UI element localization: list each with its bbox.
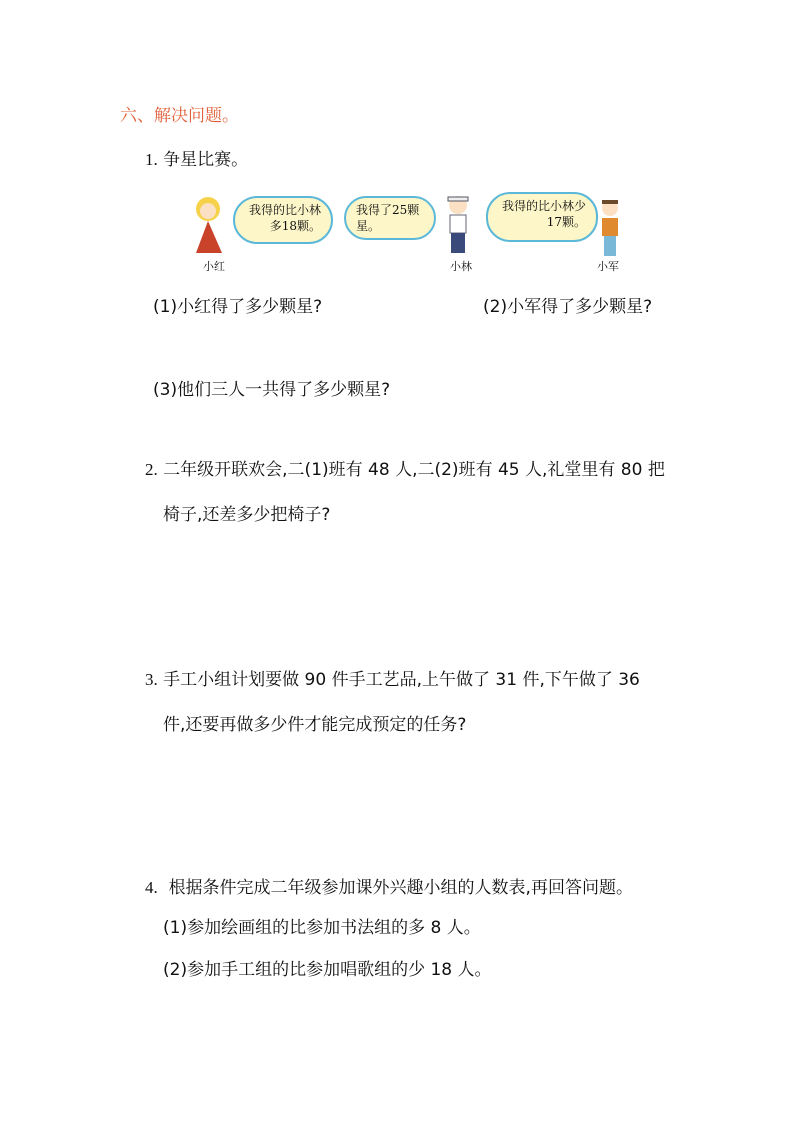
question-1-sub-2: (2)小军得了多少颗星? bbox=[483, 297, 653, 317]
question-title: 争星比赛。 bbox=[163, 150, 249, 170]
question-number: 3. bbox=[145, 670, 158, 689]
question-number: 4. bbox=[145, 878, 158, 897]
question-number: 2. bbox=[145, 460, 158, 479]
question-1-sub-3: (3)他们三人一共得了多少颗星? bbox=[153, 380, 391, 400]
question-text: 根据条件完成二年级参加课外兴趣小组的人数表,再回答问题。 bbox=[168, 878, 633, 898]
question-3-line-2: 件,还要再做多少件才能完成预定的任务? bbox=[163, 715, 467, 735]
question-2-line-2: 椅子,还差多少把椅子? bbox=[163, 505, 331, 525]
question-3-line-1 bbox=[145, 670, 640, 690]
question-4-condition-1: (1)参加绘画组的比参加书法组的多 8 人。 bbox=[163, 918, 481, 938]
question-text: 二年级开联欢会,二(1)班有 48 人,二(2)班有 45 人,礼堂里有 80 把 bbox=[163, 460, 665, 480]
question-1-heading bbox=[145, 150, 248, 170]
question-1-sub-1: (1)小红得了多少颗星? bbox=[153, 297, 323, 317]
speech-bubble-xiaolin: 我得了25颗星。 bbox=[344, 196, 436, 240]
question-4-line-1 bbox=[145, 878, 633, 898]
question-4-condition-2: (2)参加手工组的比参加唱歌组的少 18 人。 bbox=[163, 960, 492, 980]
boy-figure-xiaojun bbox=[594, 198, 626, 260]
name-label-xiaolin: 小林 bbox=[450, 260, 472, 273]
speech-bubble-xiaojun: 我得的比小林少17颗。 bbox=[486, 192, 598, 242]
name-label-xiaohong: 小红 bbox=[203, 260, 225, 273]
question-text: 手工小组计划要做 90 件手工艺品,上午做了 31 件,下午做了 36 bbox=[163, 670, 640, 690]
speech-bubble-xiaohong: 我得的比小林多18颗。 bbox=[233, 196, 333, 244]
question-number: 1. bbox=[145, 150, 158, 169]
girl-figure bbox=[188, 195, 230, 257]
name-label-xiaojun: 小军 bbox=[597, 260, 619, 273]
boy-figure-xiaolin bbox=[440, 193, 476, 255]
question-2-line-1 bbox=[145, 460, 665, 480]
section-title: 六、解决问题。 bbox=[120, 106, 239, 126]
